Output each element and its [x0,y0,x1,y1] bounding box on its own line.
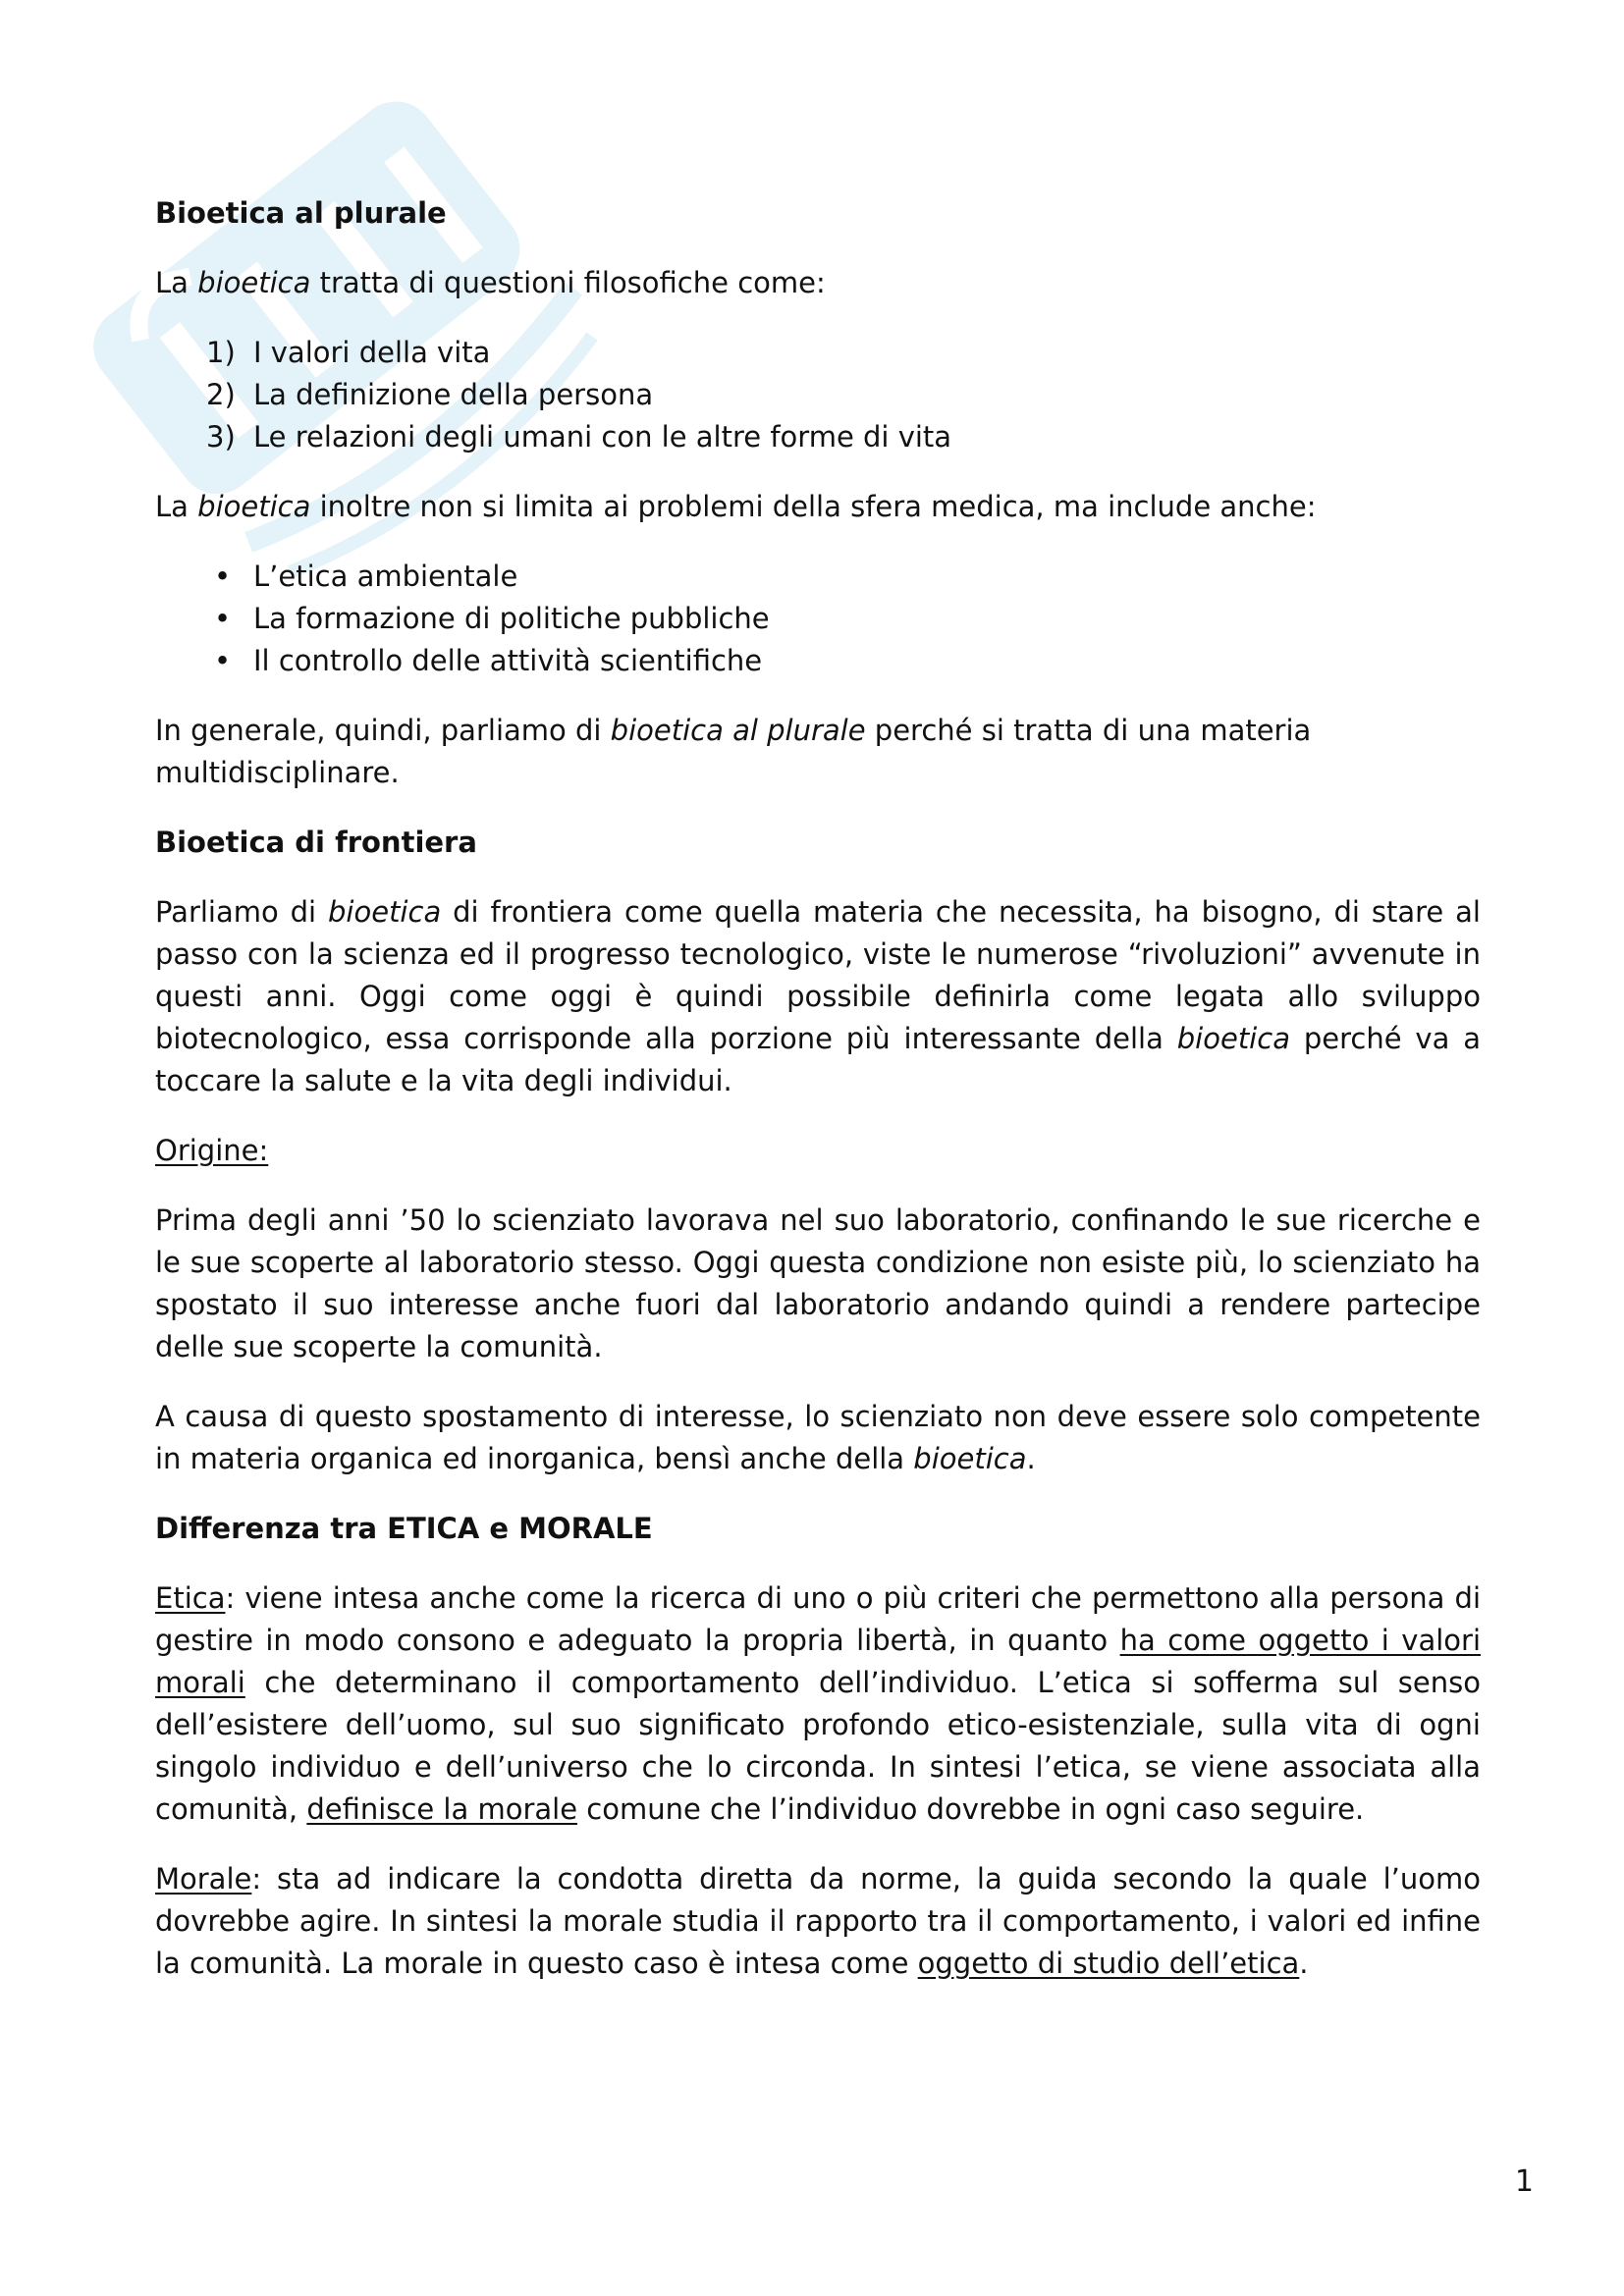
text-span: : sta ad indicare la condotta diretta da norme, la guida secondo la quale l’uomo dovrebbe agire. In sintesi la morale studia il rapporto tra il comportamento, i valori ed infine la comunità. La morale in questo caso è intesa come [155,1862,1481,1980]
text-span: In generale, quindi, parliamo di [155,714,611,747]
text-span: perché si tratta di una materia multidisciplinare. [155,714,1312,789]
heading-bioetica-al-plurale: Bioetica al plurale [155,196,447,230]
bullet-icon: • [214,602,232,635]
conclusion-paragraph [155,710,1481,794]
list-number: 3) [206,420,236,454]
text-span: : viene intesa anche come la ricerca di uno o più criteri che permettono alla persona di gestire in modo consono e adeguato la propria libertà, in quanto [155,1581,1481,1657]
text-span: La [155,490,198,523]
emphasis-bioetica: bioetica [197,266,311,299]
list-item [206,416,1481,458]
term-etica: Etica [155,1581,226,1615]
list-item-text: La formazione di politiche pubbliche [253,602,770,635]
list-item [206,640,1481,682]
text-span: inoltre non si limita ai problemi della sfera medica, ma include anche: [310,490,1317,523]
list-item-text: Il controllo delle attività scientifiche [253,644,763,677]
text-span: . [1299,1947,1309,1980]
bullet-list [206,556,1481,682]
list-item [206,374,1481,416]
underlined-phrase: ha come oggetto i valori morali [155,1624,1481,1699]
term-morale: Morale [155,1862,252,1896]
list-item [206,332,1481,374]
bullet-icon: • [214,560,232,593]
emphasis-bioetica: bioetica [913,1442,1027,1475]
text-span: A causa di questo spostamento di interesse, lo scienziato non deve essere solo competente in materia organica ed inorganica, bensì anche della [155,1400,1481,1475]
text-span: . [1026,1442,1036,1475]
emphasis-bioetica: bioetica [1176,1022,1290,1055]
heading-etica-morale: Differenza tra ETICA e MORALE [155,1512,653,1545]
underlined-phrase: definisce la morale [306,1792,578,1826]
text-span: comune che l’individuo dovrebbe in ogni caso seguire. [577,1792,1365,1826]
document-page [155,192,1481,2012]
emphasis-bioetica: bioetica [328,895,442,929]
bullet-icon: • [214,644,232,677]
heading-bioetica-di-frontiera: Bioetica di frontiera [155,826,477,859]
emphasis-bioetica-al-plurale: bioetica al plurale [610,714,866,747]
page-number: 1 [1514,2164,1534,2199]
text-span: che determinano il comportamento dell’individuo. L’etica si sofferma sul senso dell’esistere dell’uomo, sul suo significato profondo etico-esistenziale, sulla vita di ogni singolo individuo e dell’universo che lo circonda. In sintesi l’etica, se viene associata alla comunità, [155,1666,1481,1826]
text-span: Parliamo di [155,895,329,929]
intro-paragraph [155,262,1481,304]
list-item [206,598,1481,640]
morale-paragraph [155,1858,1481,1985]
list-number: 2) [206,378,236,411]
text-span: tratta di questioni filosofiche come: [310,266,826,299]
origin-label [155,1130,1481,1172]
text-span: La [155,266,198,299]
frontiera-paragraph [155,891,1481,1102]
cause-paragraph [155,1396,1481,1480]
list-number: 1) [206,336,236,369]
list-item [206,556,1481,598]
list-item-text: I valori della vita [253,336,491,369]
list-item-text: La definizione della persona [253,378,654,411]
numbered-list [206,332,1481,458]
origin-paragraph: Prima degli anni ’50 lo scienziato lavorava nel suo laboratorio, confinando le sue ricerche e le sue scoperte al laboratorio stesso. Oggi questa condizione non esiste più, lo scienziato ha spostato il suo interesse anche fuori dal laboratorio andando quindi a rendere partecipe delle sue scoperte la comunità. [155,1203,1481,1363]
list-item-text: L’etica ambientale [253,560,518,593]
underlined-phrase: oggetto di studio dell’etica [917,1947,1300,1980]
etica-paragraph [155,1577,1481,1831]
emphasis-bioetica: bioetica [197,490,311,523]
list-item-text: Le relazioni degli umani con le altre forme di vita [253,420,952,454]
origin-label-text: Origine: [155,1134,269,1167]
text-span: di frontiera come quella materia che necessita, ha bisogno, di stare al passo con la scienza ed il progresso tecnologico, viste le numerose “rivoluzioni” avvenute in questi anni. Oggi come oggi è quindi possibile definirla come legata allo sviluppo biotecnologico, essa corrisponde alla porzione più interessante della [155,895,1481,1055]
text-span: perché va a toccare la salute e la vita degli individui. [155,1022,1481,1097]
intro2-paragraph [155,486,1481,528]
